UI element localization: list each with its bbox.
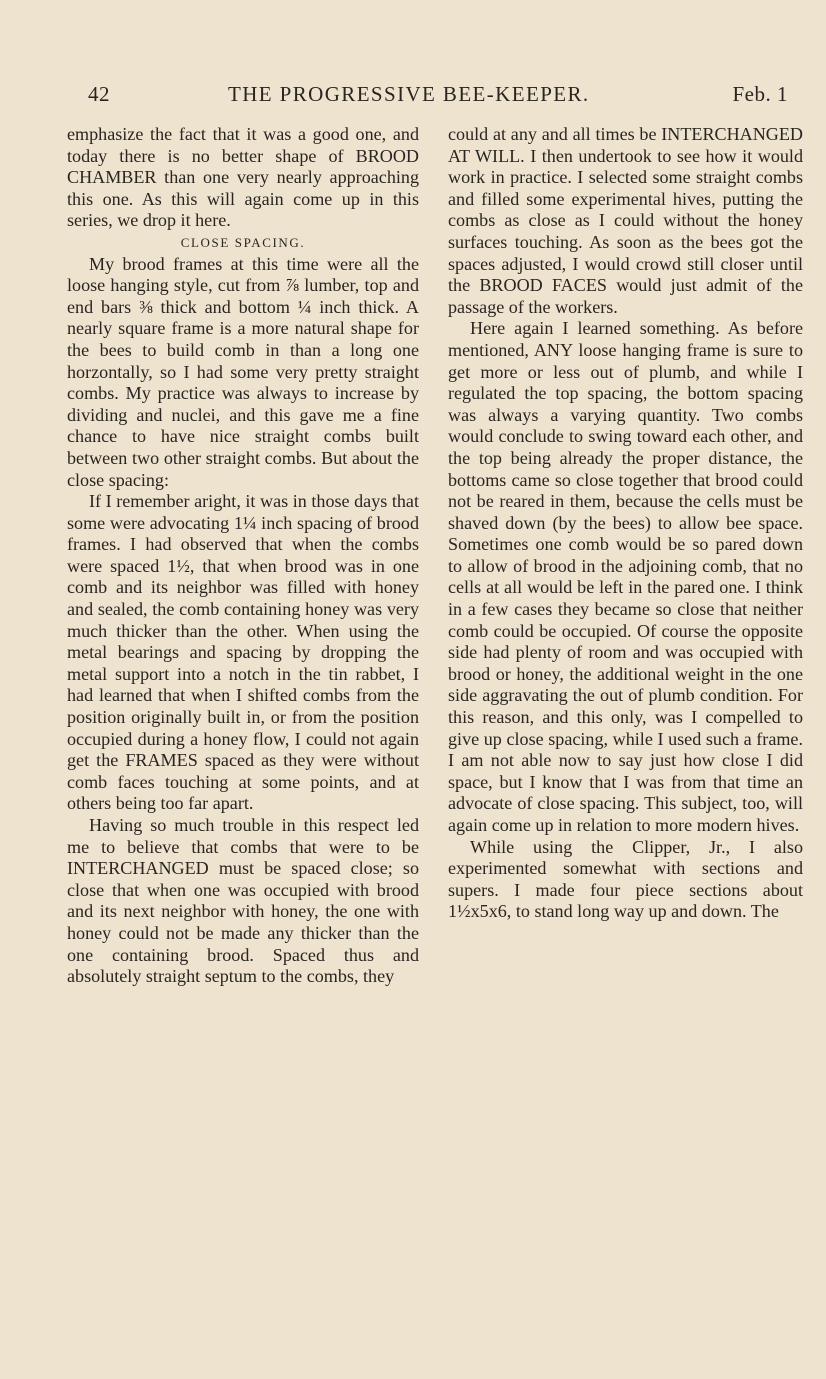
left-paragraph-2: My brood frames at this time were all the loose hanging style, cut from ⅞ lumber, top and end bars ⅜ thick and bottom ¼ inch thick. A nearly square frame is a more natural shape for the bees to build comb in than a long one horzontally, so I had some very pretty straight combs. My practice was always to increase by dividing and nuclei, and this gave me a fine chance to have nice straight combs built between two other straight combs. But about the close spacing: — [67, 253, 419, 490]
page-header — [88, 82, 788, 112]
left-paragraph-1: emphasize the fact that it was a good one, and today there is no better shape of BROOD CHAMBER than one very nearly approaching this one. As this will again come up in this series, we drop it here. — [67, 124, 419, 231]
page-number: 42 — [88, 82, 110, 106]
right-paragraph-2: Here again I learned something. As before mentioned, ANY loose hanging frame is sure to get more or less out of plumb, and while I regulated the top spacing, the bottom spacing was always a varying quantity. Two combs would conclude to swing toward each other, and the top being already the proper distance, the bottoms came so close together that brood could not be reared in them, because the cells must be shaved down (by the bees) to allow bee space. Sometimes one comb would be so pared down to allow of brood in the adjoining comb, that no cells at all would be left in the pared one. I think in a few cases they became so close that neither comb could be occupied. Of course the opposite side had plenty of room and was occupied with brood or honey, the additional weight in the one side aggravating the out of plumb condition. For this reason, and this only, was I compelled to give up close spacing, while I used such a frame. I am not able now to say just how close I did space, but I know that I was from that time an advocate of close spacing. This subject, too, will again come up in relation to more modern hives. — [448, 318, 803, 835]
section-subhead: CLOSE SPACING. — [180, 234, 306, 250]
left-paragraph-3: If I remember aright, it was in those days that some were advocating 1¼ inch spacing of brood frames. I had observed that when the combs were spaced 1½, that when brood was in one comb and its neighbor was filled with honey and sealed, the comb containing honey was very much thicker than the other. When using the metal bearings and spacing by dropping the metal support into a notch in the tin rabbet, I had learned that when I shifted combs from the position originally built in, or from the position occupied during a honey flow, I could not again get the FRAMES spaced as they were without comb faces touching at some points, and at others being too far apart. — [67, 491, 419, 814]
issue-date: Feb. 1 — [732, 82, 788, 106]
right-column — [448, 124, 803, 923]
left-paragraph-4: Having so much trouble in this respect led me to believe that combs that were to be INTERCHANGED must be spaced close; so close that when one was occupied with brood and its next neighbor with honey, the one with honey could not be made any thicker than the one containing brood. Spaced thus and absolutely straight septum to the combs, they — [67, 815, 419, 987]
right-paragraph-1: could at any and all times be INTERCHANGED AT WILL. I then undertook to see how it would work in practice. I selected some straight combs and filled some experimental hives, putting the combs as close as I could without the honey surfaces touching. As soon as the bees got the spaces adjusted, I would crowd still closer until the BROOD FACES would just admit of the passage of the workers. — [448, 124, 803, 317]
left-column — [67, 124, 419, 988]
running-title: THE PROGRESSIVE BEE-KEEPER. — [228, 82, 590, 106]
right-paragraph-3: While using the Clipper, Jr., I also experimented somewhat with sections and supers. I made four piece sections about 1½x5x6, to stand long way up and down. The — [448, 836, 803, 922]
